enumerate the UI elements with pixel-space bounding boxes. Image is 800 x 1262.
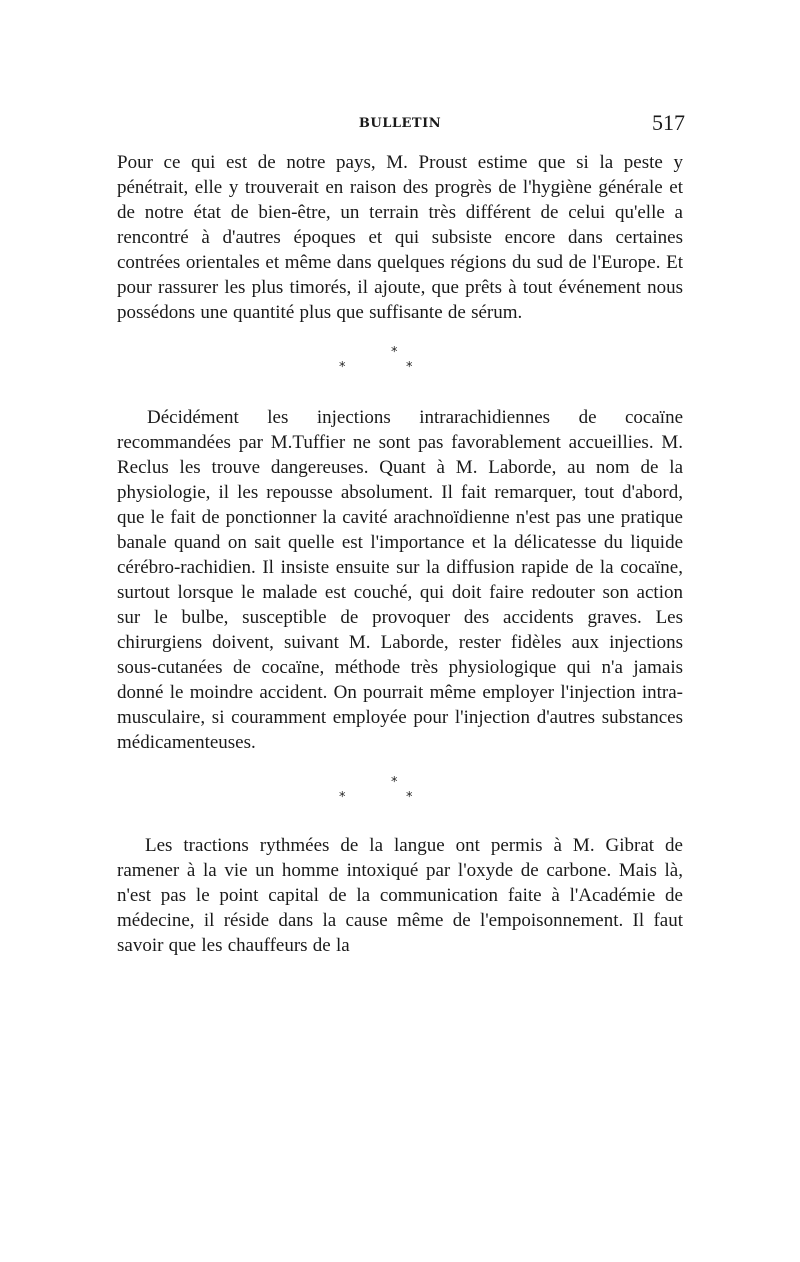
paragraph-peste: Pour ce qui est de notre pays, M. Proust estime que si la peste y pénétrait, elle y trouverait en raison des progrès de l'hygiène générale et de notre état de bien-être, un terrain très différent de celui qu'elle a rencontré à d'autres époques et qui subsiste encore dans certaines contrées orientales et même dans quelques régions du sud de l'Europe. Et pour rassurer les plus timorés, il ajoute, que prêts à tout événement nous possédons une quantité plus que suffisante de sérum.: [117, 152, 683, 323]
asterism-star: *: [391, 775, 398, 790]
page-header: [117, 112, 683, 142]
section-separator: [117, 755, 683, 833]
page-number: 517: [652, 110, 685, 135]
section-separator: [117, 325, 683, 405]
running-title: BULLETIN: [358, 116, 442, 131]
book-page: [117, 112, 683, 958]
paragraph-tractions: Les tractions rythmées de la langue ont permis à M. Gibrat de ramener à la vie un homme intoxiqué par l'oxyde de carbone. Mais là, n'est pas le point capital de la communication faite à l'Académie de médecine, il réside dans la cause même de l'empoisonnement. Il faut savoir que les chauffeurs de la: [117, 835, 683, 956]
paragraph-cocaine: Décidément les injections intrarachidiennes de cocaïne recommandées par M.Tuffier ne sont pas favorablement accueillies. M. Reclus les trouve dangereuses. Quant à M. Laborde, au nom de la physiologie, il les repousse absolument. Il fait remarquer, tout d'abord, que le fait de ponctionner la cavité arachnoïdienne n'est pas une pratique banale quand on sait quelle est l'importance et la délicatesse du liquide cérébro-rachidien. Il insiste ensuite sur la diffusion rapide de la cocaïne, surtout lorsque le malade est couché, qui doit faire redouter son action sur le bulbe, susceptible de provoquer des accidents graves. Les chirurgiens doivent, suivant M. Laborde, rester fidèles aux injections sous-cutanées de cocaïne, méthode très physiologique qui n'a jamais donné le moindre accident. On pourrait même employer l'injection intra-musculaire, si couramment employée pour l'injection d'autres substances médicamenteuses.: [117, 407, 683, 753]
asterism-star: *: [339, 360, 346, 375]
asterism-star: *: [391, 345, 398, 360]
asterism-star: *: [339, 790, 346, 805]
asterism-star: *: [406, 790, 413, 805]
asterism-star: *: [406, 360, 413, 375]
